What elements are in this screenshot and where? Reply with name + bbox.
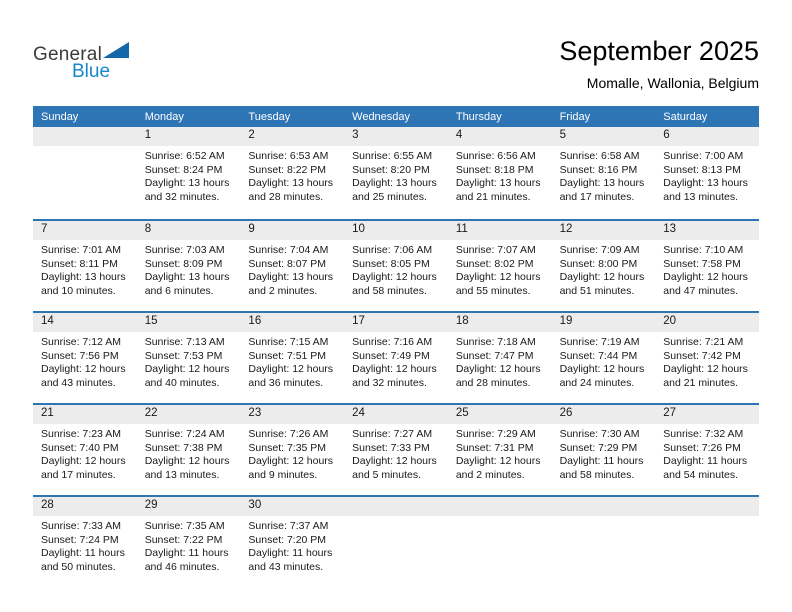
week-row <box>33 495 759 587</box>
day-info <box>655 424 759 482</box>
sunrise-text: Sunrise: 7:03 AM <box>144 244 225 256</box>
sunrise-text: Sunrise: 7:15 AM <box>248 336 329 348</box>
day-cell <box>552 127 656 219</box>
sunset-text: Sunset: 7:56 PM <box>41 349 119 362</box>
daylight-text: Daylight: 13 hours and 17 minutes. <box>559 177 645 203</box>
daylight-text: Daylight: 13 hours and 10 minutes. <box>41 271 126 297</box>
daylight-text: Daylight: 12 hours and 55 minutes. <box>455 271 541 297</box>
logo-text-general: General <box>33 44 102 65</box>
sunset-text: Sunset: 7:49 PM <box>352 349 430 362</box>
daylight-text: Daylight: 12 hours and 2 minutes. <box>455 455 541 481</box>
day-cell <box>655 127 759 219</box>
daylight-text: Daylight: 13 hours and 32 minutes. <box>144 177 230 203</box>
day-cell <box>240 313 344 403</box>
day-number <box>655 497 759 516</box>
sunrise-text: Sunrise: 7:09 AM <box>559 244 640 256</box>
sunset-text: Sunset: 7:38 PM <box>144 441 223 454</box>
daylight-text: Daylight: 11 hours and 46 minutes. <box>144 547 229 573</box>
day-info <box>655 146 759 204</box>
sunrise-text: Sunrise: 7:12 AM <box>41 336 121 348</box>
day-number: 24 <box>344 405 448 424</box>
day-cell <box>137 313 241 403</box>
page-subtitle: Momalle, Wallonia, Belgium <box>586 75 759 92</box>
day-number: 8 <box>137 221 241 240</box>
sunrise-text: Sunrise: 6:53 AM <box>248 150 329 162</box>
sunrise-text: Sunrise: 7:21 AM <box>663 336 744 348</box>
day-number: 10 <box>344 221 448 240</box>
sunrise-text: Sunrise: 6:58 AM <box>559 150 640 162</box>
sunrise-text: Sunrise: 7:37 AM <box>248 520 329 532</box>
day-number: 27 <box>655 405 759 424</box>
sunrise-text: Sunrise: 7:19 AM <box>559 336 640 348</box>
day-number: 18 <box>448 313 552 332</box>
day-number: 23 <box>240 405 344 424</box>
sunrise-text: Sunrise: 7:01 AM <box>41 244 121 256</box>
sunset-text: Sunset: 8:09 PM <box>144 257 223 270</box>
day-info <box>137 240 241 298</box>
sunset-text: Sunset: 7:29 PM <box>559 441 638 454</box>
empty-day-cell <box>448 497 552 587</box>
daylight-text: Daylight: 12 hours and 17 minutes. <box>41 455 126 481</box>
sunset-text: Sunset: 7:51 PM <box>248 349 327 362</box>
day-info <box>240 146 344 204</box>
daylight-text: Daylight: 13 hours and 25 minutes. <box>352 177 437 203</box>
day-cell <box>344 221 448 311</box>
day-info <box>33 424 137 482</box>
day-number: 6 <box>655 127 759 146</box>
day-number: 7 <box>33 221 137 240</box>
daylight-text: Daylight: 13 hours and 2 minutes. <box>248 271 334 297</box>
day-cell <box>33 405 137 495</box>
sunset-text: Sunset: 7:20 PM <box>248 533 327 546</box>
day-number: 12 <box>552 221 656 240</box>
day-info <box>552 240 656 298</box>
day-number: 28 <box>33 497 137 516</box>
day-cell <box>33 497 137 587</box>
sunrise-text: Sunrise: 7:13 AM <box>144 336 225 348</box>
day-info <box>344 146 448 204</box>
weekday-label-monday: Monday <box>144 110 184 123</box>
daylight-text: Daylight: 12 hours and 9 minutes. <box>248 455 334 481</box>
daylight-text: Daylight: 11 hours and 43 minutes. <box>248 547 333 573</box>
day-cell <box>240 405 344 495</box>
sunset-text: Sunset: 8:02 PM <box>455 257 534 270</box>
day-number <box>344 497 448 516</box>
sunset-text: Sunset: 8:07 PM <box>248 257 327 270</box>
day-info <box>448 146 552 204</box>
week-row <box>33 219 759 311</box>
day-info <box>240 240 344 298</box>
day-number <box>448 497 552 516</box>
sunset-text: Sunset: 7:24 PM <box>41 533 119 546</box>
day-cell <box>137 405 241 495</box>
sunset-text: Sunset: 7:35 PM <box>248 441 327 454</box>
sunset-text: Sunset: 8:11 PM <box>41 257 118 270</box>
weekday-label-thursday: Thursday <box>455 110 502 123</box>
day-number: 2 <box>240 127 344 146</box>
day-number <box>33 127 137 146</box>
sunrise-text: Sunrise: 7:35 AM <box>144 520 225 532</box>
day-number: 19 <box>552 313 656 332</box>
day-number: 25 <box>448 405 552 424</box>
day-cell <box>33 313 137 403</box>
empty-day-cell <box>33 127 137 219</box>
day-cell <box>552 313 656 403</box>
sunset-text: Sunset: 8:05 PM <box>352 257 430 270</box>
week-row <box>33 127 759 219</box>
day-number: 1 <box>137 127 241 146</box>
sunrise-text: Sunrise: 7:27 AM <box>352 428 433 440</box>
day-info <box>448 332 552 390</box>
day-info <box>344 240 448 298</box>
day-number: 13 <box>655 221 759 240</box>
sunset-text: Sunset: 7:26 PM <box>663 441 741 454</box>
day-cell <box>240 497 344 587</box>
weekday-label-tuesday: Tuesday <box>248 110 291 123</box>
sunset-text: Sunset: 7:44 PM <box>559 349 638 362</box>
sunrise-text: Sunrise: 7:24 AM <box>144 428 225 440</box>
sunrise-text: Sunrise: 7:33 AM <box>41 520 121 532</box>
week-row <box>33 311 759 403</box>
daylight-text: Daylight: 11 hours and 54 minutes. <box>663 455 748 481</box>
day-info <box>552 332 656 390</box>
logo-text-blue: Blue <box>72 61 111 82</box>
day-cell <box>137 221 241 311</box>
day-cell <box>240 221 344 311</box>
sunset-text: Sunset: 8:20 PM <box>352 163 430 176</box>
day-info <box>655 332 759 390</box>
day-info <box>552 146 656 204</box>
sunrise-text: Sunrise: 7:32 AM <box>663 428 744 440</box>
daylight-text: Daylight: 12 hours and 43 minutes. <box>41 363 126 389</box>
daylight-text: Daylight: 13 hours and 6 minutes. <box>144 271 230 297</box>
daylight-text: Daylight: 12 hours and 5 minutes. <box>352 455 437 481</box>
sunrise-text: Sunrise: 6:55 AM <box>352 150 433 162</box>
daylight-text: Daylight: 12 hours and 32 minutes. <box>352 363 437 389</box>
day-cell <box>655 221 759 311</box>
sunset-text: Sunset: 7:22 PM <box>144 533 223 546</box>
weekday-label-saturday: Saturday <box>663 110 708 123</box>
day-info <box>33 516 137 574</box>
sunrise-text: Sunrise: 6:56 AM <box>455 150 536 162</box>
day-info <box>137 516 241 574</box>
day-number: 11 <box>448 221 552 240</box>
day-cell <box>552 221 656 311</box>
day-info <box>344 332 448 390</box>
day-cell <box>344 313 448 403</box>
day-cell <box>448 221 552 311</box>
sunset-text: Sunset: 8:22 PM <box>248 163 327 176</box>
day-info <box>240 424 344 482</box>
title-block <box>559 36 759 91</box>
day-info <box>137 146 241 204</box>
daylight-text: Daylight: 13 hours and 13 minutes. <box>663 177 748 203</box>
general-blue-logo <box>33 36 129 81</box>
daylight-text: Daylight: 12 hours and 24 minutes. <box>559 363 645 389</box>
daylight-text: Daylight: 12 hours and 58 minutes. <box>352 271 437 297</box>
day-info <box>655 240 759 298</box>
day-number: 30 <box>240 497 344 516</box>
daylight-text: Daylight: 12 hours and 28 minutes. <box>455 363 541 389</box>
day-cell <box>448 127 552 219</box>
day-number: 26 <box>552 405 656 424</box>
day-cell <box>344 127 448 219</box>
sunrise-text: Sunrise: 7:06 AM <box>352 244 433 256</box>
sunrise-text: Sunrise: 7:30 AM <box>559 428 640 440</box>
day-info <box>448 240 552 298</box>
week-row <box>33 403 759 495</box>
day-cell <box>655 313 759 403</box>
sunrise-text: Sunrise: 7:26 AM <box>248 428 329 440</box>
weekday-label-friday: Friday <box>559 110 591 123</box>
day-cell <box>448 313 552 403</box>
sunrise-text: Sunrise: 7:04 AM <box>248 244 329 256</box>
daylight-text: Daylight: 13 hours and 21 minutes. <box>455 177 541 203</box>
day-info <box>448 424 552 482</box>
sunset-text: Sunset: 7:47 PM <box>455 349 534 362</box>
day-cell <box>137 127 241 219</box>
day-number: 9 <box>240 221 344 240</box>
sunrise-text: Sunrise: 7:07 AM <box>455 244 536 256</box>
sunset-text: Sunset: 7:53 PM <box>144 349 223 362</box>
sunset-text: Sunset: 7:31 PM <box>455 441 534 454</box>
day-info <box>33 332 137 390</box>
sunset-text: Sunset: 8:16 PM <box>559 163 638 176</box>
day-number: 16 <box>240 313 344 332</box>
day-number: 4 <box>448 127 552 146</box>
page-header <box>33 0 759 105</box>
day-number: 29 <box>137 497 241 516</box>
sunrise-text: Sunrise: 7:10 AM <box>663 244 744 256</box>
sunrise-text: Sunrise: 7:23 AM <box>41 428 121 440</box>
sunset-text: Sunset: 7:33 PM <box>352 441 430 454</box>
day-number: 14 <box>33 313 137 332</box>
daylight-text: Daylight: 12 hours and 21 minutes. <box>663 363 748 389</box>
day-info <box>344 424 448 482</box>
day-number: 17 <box>344 313 448 332</box>
sunrise-text: Sunrise: 6:52 AM <box>144 150 225 162</box>
sunset-text: Sunset: 8:18 PM <box>455 163 534 176</box>
logo-triangle-icon <box>103 42 129 62</box>
day-cell <box>344 405 448 495</box>
daylight-text: Daylight: 12 hours and 51 minutes. <box>559 271 645 297</box>
day-cell <box>240 127 344 219</box>
sunrise-text: Sunrise: 7:18 AM <box>455 336 536 348</box>
day-cell <box>33 221 137 311</box>
day-number: 20 <box>655 313 759 332</box>
day-info <box>240 332 344 390</box>
day-number: 3 <box>344 127 448 146</box>
day-info <box>552 424 656 482</box>
sunset-text: Sunset: 8:24 PM <box>144 163 223 176</box>
day-cell <box>552 405 656 495</box>
daylight-text: Daylight: 12 hours and 36 minutes. <box>248 363 334 389</box>
day-number: 21 <box>33 405 137 424</box>
weekday-header-row <box>33 106 759 127</box>
day-number: 15 <box>137 313 241 332</box>
sunset-text: Sunset: 7:42 PM <box>663 349 741 362</box>
empty-day-cell <box>655 497 759 587</box>
daylight-text: Daylight: 11 hours and 50 minutes. <box>41 547 125 573</box>
weekday-label-sunday: Sunday <box>41 110 79 123</box>
day-info <box>240 516 344 574</box>
empty-day-cell <box>344 497 448 587</box>
day-cell <box>448 405 552 495</box>
calendar-body <box>33 127 759 587</box>
sunrise-text: Sunrise: 7:00 AM <box>663 150 744 162</box>
daylight-text: Daylight: 13 hours and 28 minutes. <box>248 177 334 203</box>
empty-day-cell <box>552 497 656 587</box>
sunset-text: Sunset: 8:13 PM <box>663 163 741 176</box>
sunset-text: Sunset: 7:40 PM <box>41 441 119 454</box>
sunrise-text: Sunrise: 7:29 AM <box>455 428 536 440</box>
day-number <box>552 497 656 516</box>
day-info <box>33 240 137 298</box>
weekday-label-wednesday: Wednesday <box>352 110 411 123</box>
daylight-text: Daylight: 12 hours and 13 minutes. <box>144 455 230 481</box>
day-info <box>137 424 241 482</box>
day-number: 5 <box>552 127 656 146</box>
sunrise-text: Sunrise: 7:16 AM <box>352 336 433 348</box>
day-info <box>137 332 241 390</box>
daylight-text: Daylight: 12 hours and 40 minutes. <box>144 363 230 389</box>
daylight-text: Daylight: 12 hours and 47 minutes. <box>663 271 748 297</box>
sunset-text: Sunset: 8:00 PM <box>559 257 638 270</box>
daylight-text: Daylight: 11 hours and 58 minutes. <box>559 455 644 481</box>
day-cell <box>655 405 759 495</box>
day-number: 22 <box>137 405 241 424</box>
sunset-text: Sunset: 7:58 PM <box>663 257 741 270</box>
page-title: September 2025 <box>559 36 759 66</box>
day-cell <box>137 497 241 587</box>
calendar <box>33 106 759 587</box>
